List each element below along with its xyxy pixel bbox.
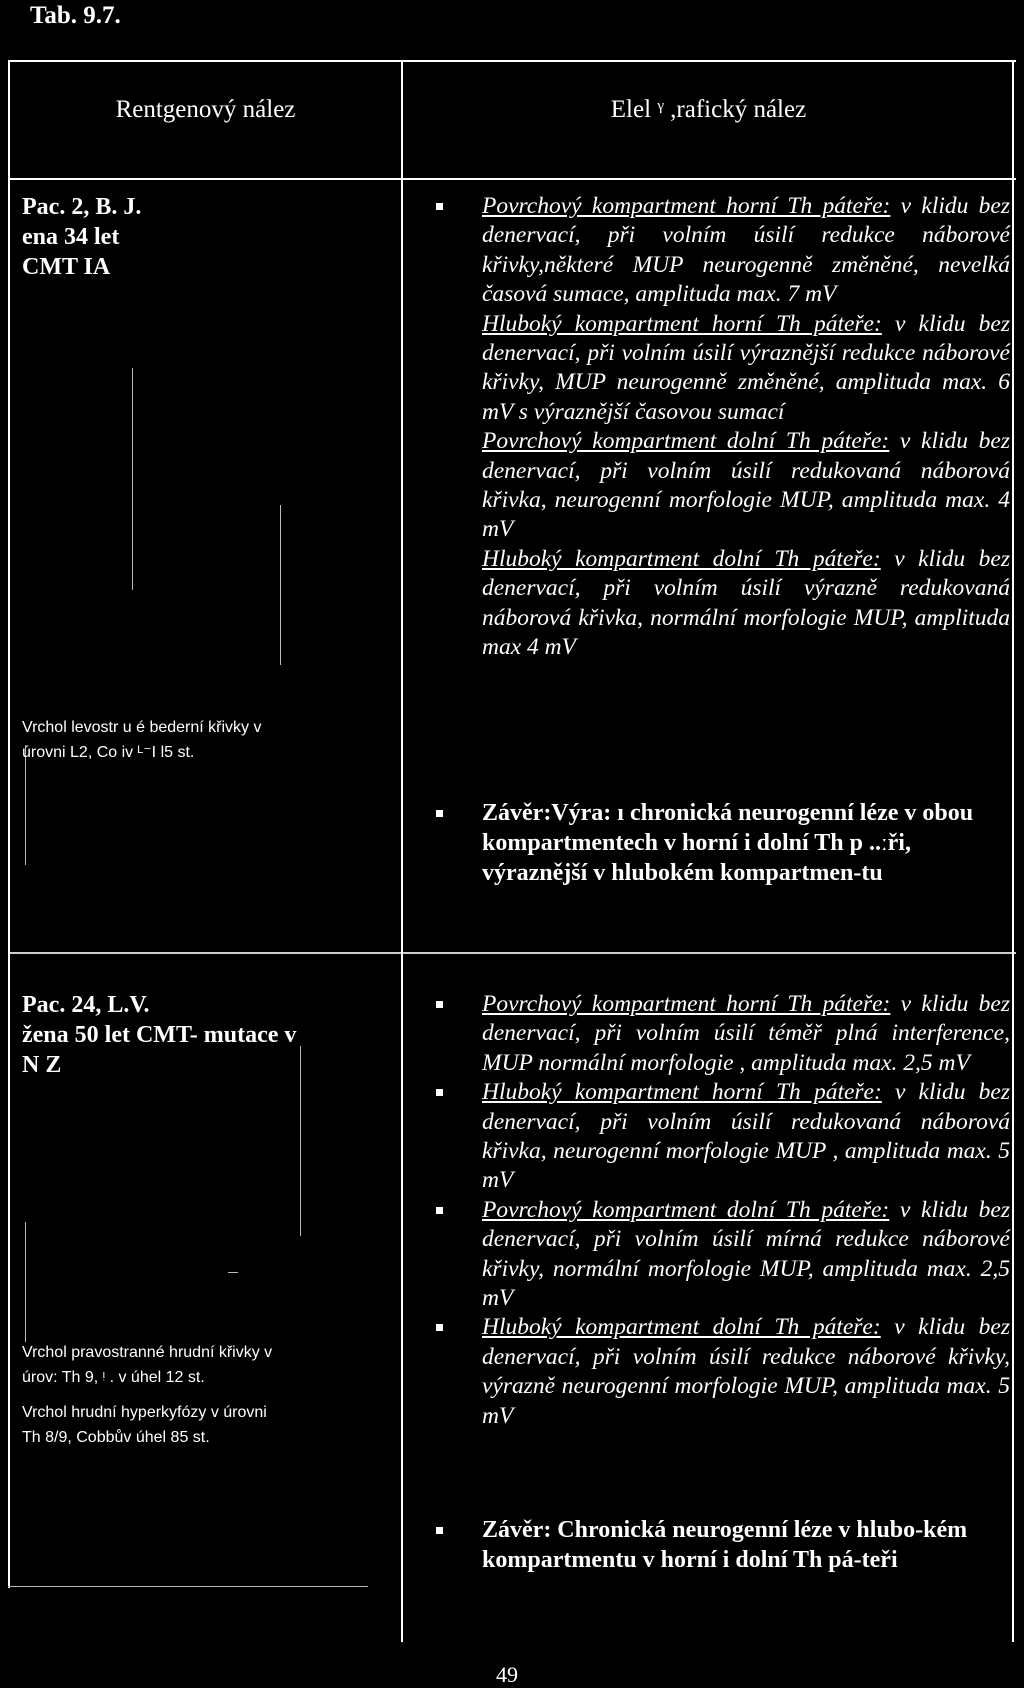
patient-1-emg-findings bbox=[482, 192, 1010, 663]
patient-1-info bbox=[22, 192, 141, 282]
emg-finding bbox=[482, 192, 1010, 310]
finding-heading: Hluboký kompartment horní Th páteře: bbox=[482, 310, 882, 337]
patient-2-xray-finding bbox=[22, 1340, 272, 1390]
finding-text: v klidu bez denervací, při volním úsilí téměř plná interference, MUP normální morfologie , amplituda max. 2,5 mV bbox=[482, 991, 1010, 1076]
emg-finding bbox=[482, 990, 1010, 1078]
finding-heading: Povrchový kompartment dolní Th páteře: bbox=[482, 1196, 890, 1223]
emg-finding bbox=[482, 1313, 1010, 1431]
finding-heading: Hluboký kompartment horní Th páteře: bbox=[482, 1079, 882, 1106]
emg-finding bbox=[482, 1196, 1010, 1314]
patient-2-emg-findings bbox=[482, 990, 1010, 1431]
emg-finding bbox=[482, 427, 1010, 545]
patient-1-xray-finding bbox=[22, 715, 262, 765]
xray-line: Vrchol pravostranné hrudní křivky v bbox=[22, 1344, 273, 1361]
finding-text: v klidu bez denervací, při volním úsilí redukovaná náborová křivka, neurogenní morfologie MUP , amplituda max. 5 mV bbox=[482, 1079, 1011, 1194]
patient-detail: N Z bbox=[22, 1052, 62, 1078]
patient-detail: CMT IA bbox=[22, 254, 111, 280]
finding-text: v klidu bez denervací, při volním úsilí redukce náborové křivky, výrazně neurogenní morfologie MUP, amplituda max. 5 mV bbox=[482, 1314, 1011, 1429]
finding-text: v klidu bez denervací, při volním úsilí výraznější redukce náborové křivky, MUP neurogenně změněné, amplituda max. 6 mV s výraznější časovou sumací bbox=[482, 310, 1011, 425]
xray-line: Vrchol hrudní hyperkyfózy v úrovni bbox=[22, 1404, 267, 1421]
finding-heading: Povrchový kompartment horní Th páteře: bbox=[482, 193, 891, 219]
patient-2-xray-finding bbox=[22, 1400, 267, 1450]
finding-text: v klidu bez denervací, při volním úsilí výrazně redukovaná náborová křivka, normální morfologie MUP, amplituda max 4 mV bbox=[482, 545, 1011, 661]
emg-finding bbox=[482, 310, 1010, 428]
finding-heading: Hluboký kompartment dolní Th páteře: bbox=[482, 545, 881, 572]
xray-line: úrovni L2, Co iv ᴸ⁻I l5 st. bbox=[22, 744, 195, 761]
patient-id: Pac. 24, L.V. bbox=[22, 992, 150, 1018]
finding-heading: Hluboký kompartment dolní Th páteře: bbox=[482, 1314, 881, 1341]
finding-text: v klidu bez denervací, při volním úsilí redukovaná náborová křivka, neurogenní morfologie MUP, amplituda max. 4 mV bbox=[482, 428, 1010, 543]
finding-heading: Povrchový kompartment dolní Th páteře: bbox=[482, 428, 890, 455]
table-label: Tab. 9.7. bbox=[30, 2, 121, 29]
xray-line: úrov: Th 9, ᵎ . v úhel 12 st. bbox=[22, 1369, 205, 1386]
finding-text: v klidu bez denervací, při volním úsilí redukce náborové křivky,některé MUP neurogenně změněné, nevelká časová sumace, amplituda max. 7 mV bbox=[482, 193, 1010, 308]
patient-1-conclusion: Závěr:Výra: ı chronická neurogenní léze v obou kompartmentech v horní i dolní Th p ..ːři, výraznější v hlubokém kompartmen-tu bbox=[482, 798, 1002, 888]
patient-id: Pac. 2, B. J. bbox=[22, 194, 142, 220]
emg-finding bbox=[482, 1078, 1010, 1196]
emg-finding bbox=[482, 545, 1010, 663]
patient-detail: ena 34 let bbox=[22, 224, 120, 250]
patient-detail: žena 50 let CMT- mutace v bbox=[22, 1022, 297, 1048]
patient-2-info bbox=[22, 990, 296, 1080]
xray-line: Th 8/9, Cobbův úhel 85 st. bbox=[22, 1429, 210, 1446]
finding-heading: Povrchový kompartment horní Th páteře: bbox=[482, 991, 891, 1017]
page-number: 49 bbox=[496, 1662, 518, 1687]
header-xray: Rentgenový nález bbox=[115, 96, 296, 123]
patient-2-conclusion: Závěr: Chronická neurogenní léze v hlubo-kém kompartmentu v horní i dolní Th pá-teři bbox=[482, 1515, 1002, 1575]
header-emg: Elel ᵞ ,rafický nález bbox=[610, 96, 807, 123]
finding-text: v klidu bez denervací, při volním úsilí mírná redukce náborové křivky, normální morfologie MUP, amplituda max. 2,5 mV bbox=[482, 1196, 1010, 1312]
xray-line: Vrchol levostr u é bederní křivky v bbox=[22, 719, 262, 736]
